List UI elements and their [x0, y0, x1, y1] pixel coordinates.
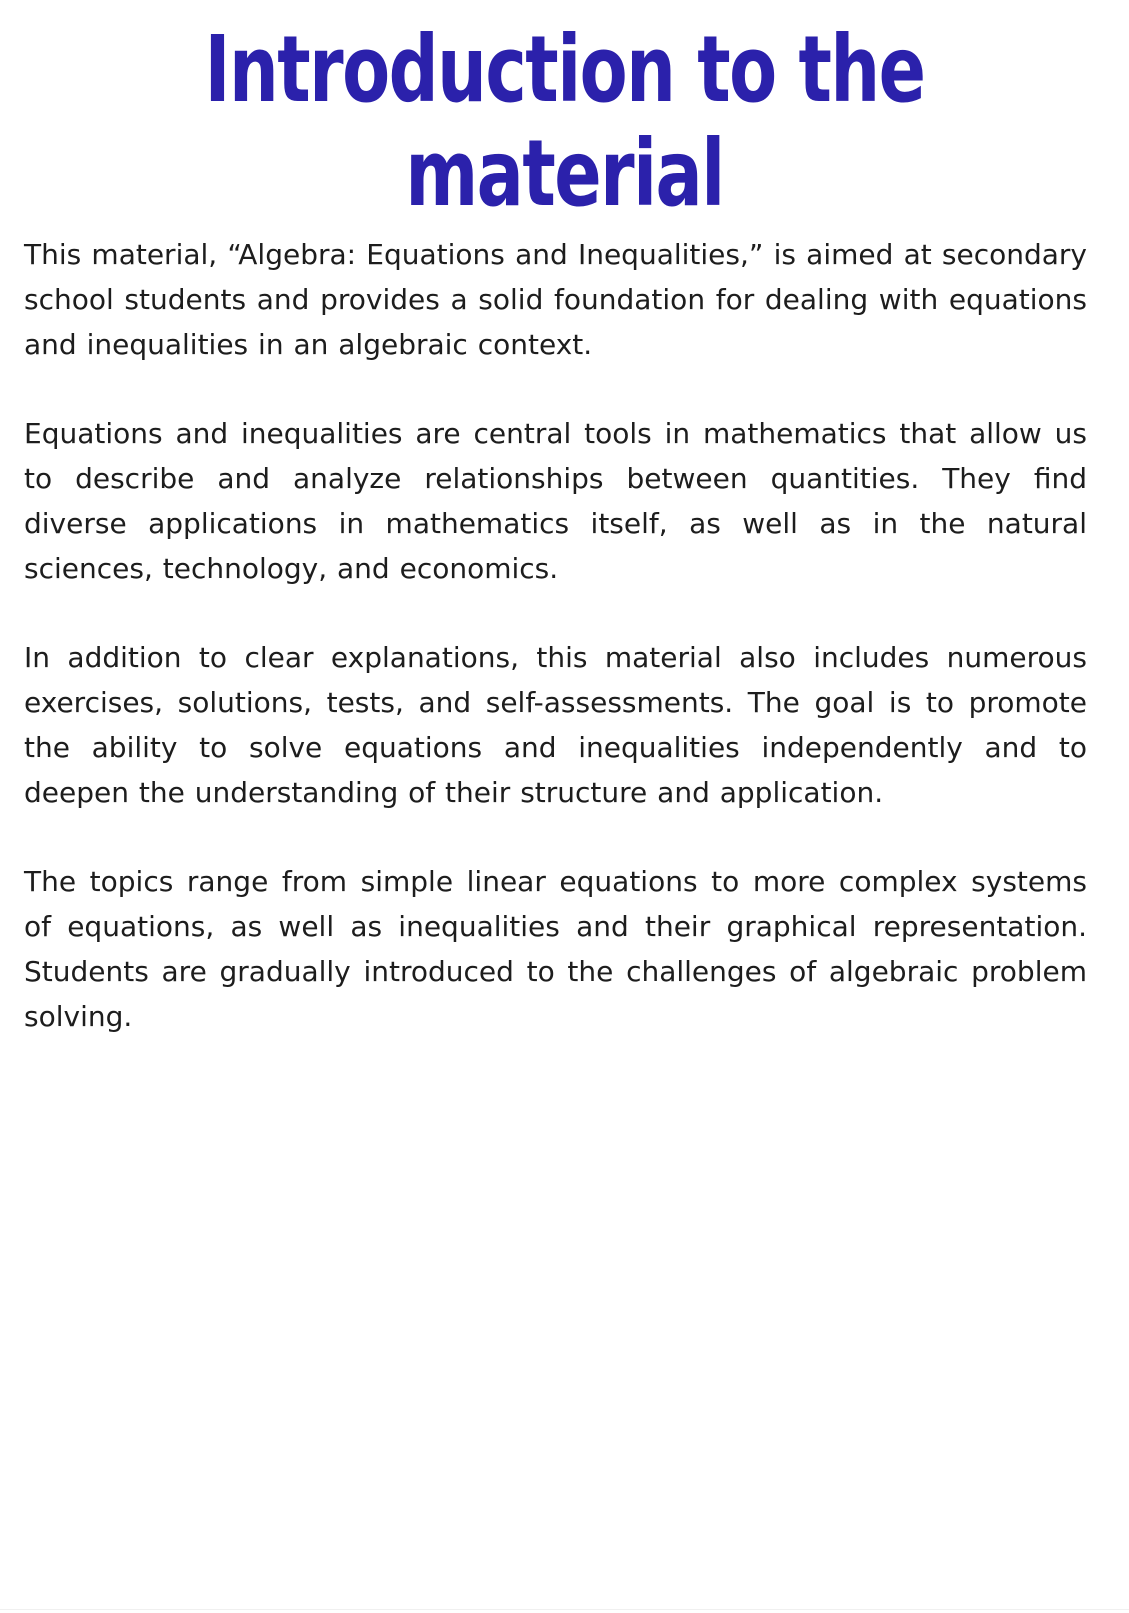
topics-paragraph: The topics range from simple linear equations to more complex systems of equations, as well as inequalities and their graphical representation. Students are gradually introduced to the challenges of algebraic problem solving.: [24, 865, 1087, 1033]
page-title-line-1: Introduction to the: [204, 16, 925, 123]
intro-paragraph: This material, “Algebra: Equations and Inequalities,” is aimed at secondary school students and provides a solid foundation for dealing with equations and inequalities in an algebraic context.: [24, 238, 1087, 361]
bottom-divider: [0, 1609, 1129, 1610]
document-body: [0, 232, 1129, 1039]
page-title: [0, 0, 1129, 226]
applications-paragraph: Equations and inequalities are central tools in mathematics that allow us to describe and analyze relationships between quantities. They find diverse applications in mathematics itself, as well as in the natural sciences, technology, and economics.: [24, 417, 1087, 585]
contents-paragraph: In addition to clear explanations, this material also includes numerous exercises, solutions, tests, and self-assessments. The goal is to promote the ability to solve equations and inequalities independently and to deepen the understanding of their structure and application.: [24, 641, 1087, 809]
page-title-line-2: material: [405, 120, 724, 227]
